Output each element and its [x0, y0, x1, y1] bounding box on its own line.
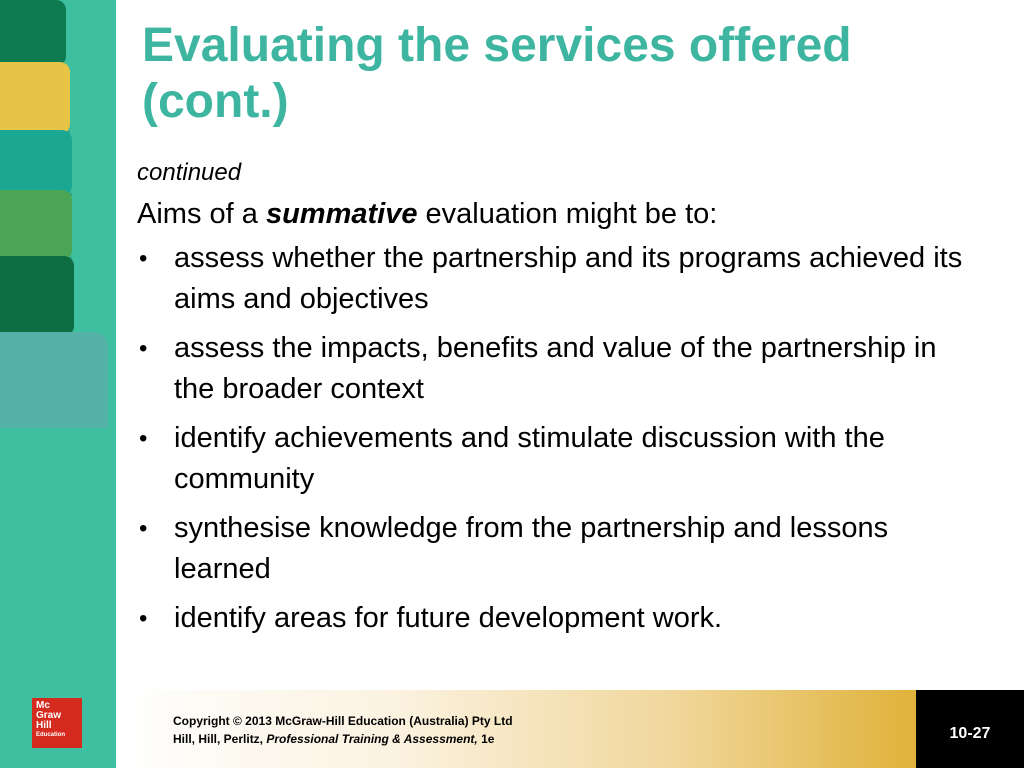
bullet-text: identify areas for future development work. — [174, 602, 723, 634]
bullet-item — [137, 508, 977, 590]
footer-text — [173, 712, 513, 748]
intro-prefix: Aims of a — [137, 198, 266, 230]
logo-text-line: Graw — [36, 710, 62, 721]
logo-text-line: Hill — [36, 720, 52, 731]
decorative-book — [0, 130, 72, 196]
bullet-marker: • — [139, 425, 148, 452]
decorative-book-strip — [0, 0, 116, 768]
decorative-book — [0, 256, 74, 336]
decorative-book — [0, 62, 70, 134]
continued-label: continued — [137, 159, 242, 186]
page-number-box — [916, 690, 1024, 768]
intro-emphasis: summative — [265, 198, 418, 230]
decorative-book — [0, 0, 66, 66]
bullet-item — [137, 328, 977, 410]
bullet-item — [137, 238, 977, 320]
bullet-text: synthesise knowledge from the partnership and lessons learned — [174, 512, 889, 585]
bullet-text: identify achievements and stimulate discussion with the community — [174, 422, 885, 495]
decorative-book — [0, 332, 108, 428]
bullet-list — [137, 238, 977, 639]
bullet-text: assess the impacts, benefits and value of the partnership in the broader context — [174, 332, 937, 405]
citation-edition: 1e — [477, 732, 495, 746]
bullet-marker: • — [139, 515, 148, 542]
copyright-notice: Copyright © 2013 McGraw-Hill Education (Australia) Pty Ltd — [173, 714, 513, 728]
citation — [173, 730, 513, 748]
intro-line — [137, 194, 977, 234]
bullet-marker: • — [139, 605, 148, 632]
decorative-book — [0, 190, 72, 260]
bullet-marker: • — [139, 245, 148, 272]
logo-text-line: Mc — [36, 700, 50, 711]
bullet-item — [137, 598, 977, 639]
bullet-text: assess whether the partnership and its programs achieved its aims and objectives — [174, 242, 963, 315]
slide-body — [137, 156, 977, 647]
bullet-item — [137, 418, 977, 500]
footer-bar — [116, 690, 916, 768]
slide-title: Evaluating the services offered (cont.) — [142, 19, 852, 128]
logo-text-line: Education — [36, 732, 66, 738]
bullet-marker: • — [139, 335, 148, 362]
citation-book-title: Professional Training & Assessment, — [266, 732, 478, 746]
mcgraw-hill-logo — [32, 698, 82, 748]
intro-suffix: evaluation might be to: — [417, 198, 718, 230]
citation-authors: Hill, Hill, Perlitz, — [173, 732, 267, 746]
page-number: 10-27 — [949, 725, 991, 742]
